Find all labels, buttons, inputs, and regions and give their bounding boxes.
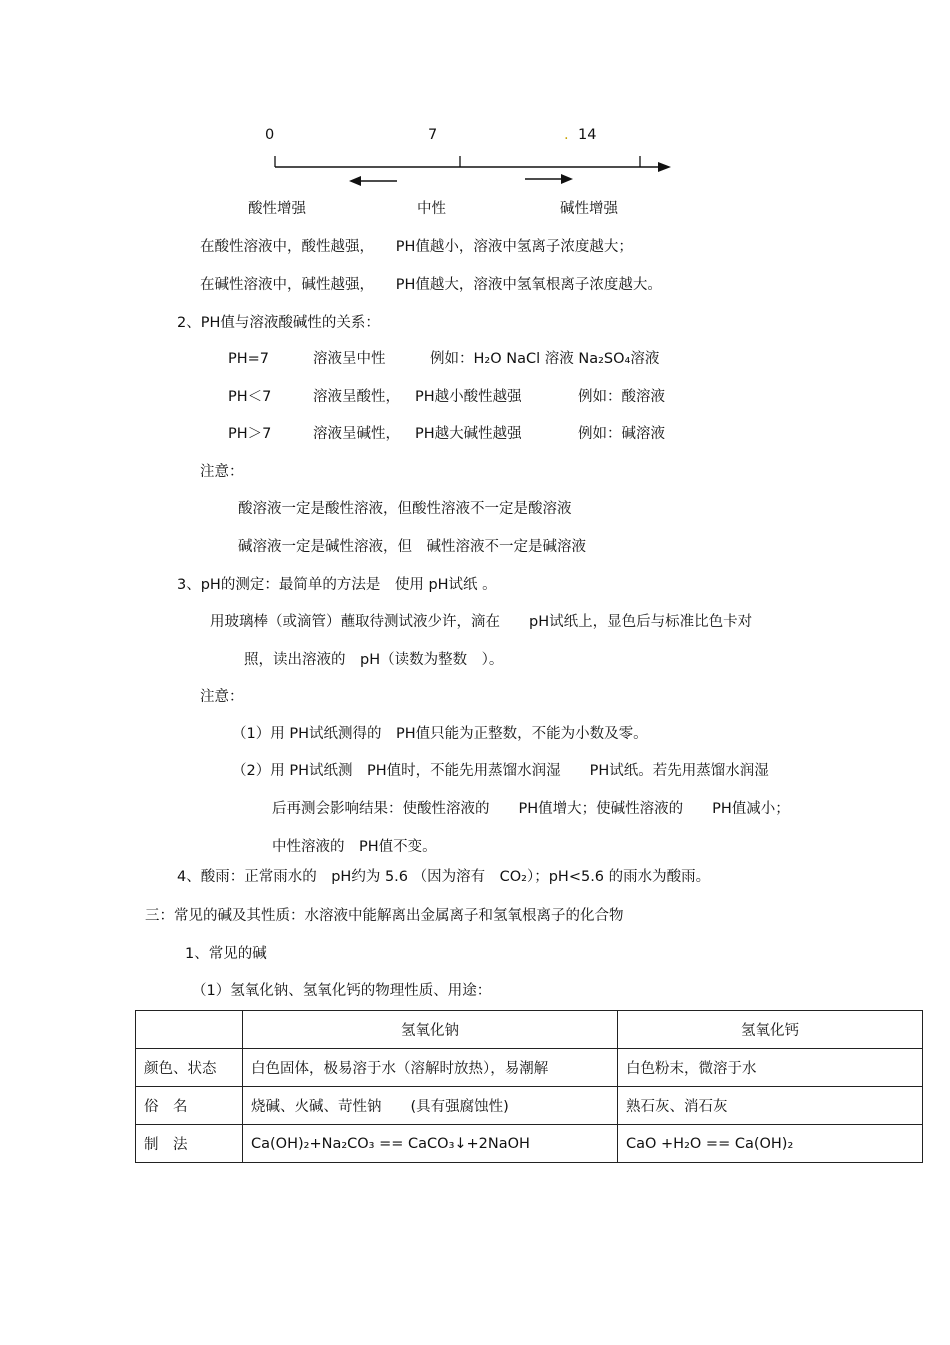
note-label-2: 注意： — [200, 689, 244, 705]
note-point-1: （1）用 PH试纸测得的 PH值只能为正整数，不能为小数及零。 — [232, 726, 648, 742]
section-3-title: 3、pH的测定：最简单的方法是 使用 pH试纸 。 — [177, 577, 497, 593]
table-cell: 烧碱、火碱、苛性钠 (具有强腐蚀性) — [243, 1087, 618, 1125]
table-header-cell: 氢氧化钙 — [618, 1011, 923, 1049]
note-point-2c: 中性溶液的 PH值不变。 — [272, 839, 437, 855]
table-cell: 颜色、状态 — [136, 1049, 243, 1087]
table-cell: 熟石灰、消石灰 — [618, 1087, 923, 1125]
ph7-example: 例如：H₂O NaCl 溶液 Na₂SO₄溶液 — [430, 351, 660, 367]
note-point-2b: 后再测会影响结果：使酸性溶液的 PH值增大；使碱性溶液的 PH值减小； — [272, 801, 790, 817]
section-three-title: 三：常见的碱及其性质：水溶液中能解离出金属离子和氢氧根离子的化合物 — [145, 908, 624, 924]
ph-gt7-rule: PH越大碱性越强 — [415, 426, 522, 442]
scale-dot: . — [564, 127, 569, 143]
scale-label-14: 14 — [578, 127, 597, 143]
table-row — [136, 1125, 923, 1163]
ph-gt7-desc: 溶液呈碱性， — [313, 426, 400, 442]
ph-scale — [255, 120, 685, 200]
ph7-cond: PH=7 — [228, 351, 270, 367]
table-cell: 制 法 — [136, 1125, 243, 1163]
note-label-1: 注意： — [200, 464, 244, 480]
table-row — [136, 1049, 923, 1087]
neutral-label: 中性 — [417, 201, 446, 217]
common-bases-title: 1、常见的碱 — [185, 946, 267, 962]
table-cell: 俗 名 — [136, 1087, 243, 1125]
base-properties-table — [135, 1010, 923, 1163]
scale-label-0: 0 — [265, 127, 275, 143]
table-cell: 白色粉末，微溶于水 — [618, 1049, 923, 1087]
note-point-2: （2）用 PH试纸测 PH值时，不能先用蒸馏水润湿 PH试纸。若先用蒸馏水润湿 — [232, 763, 769, 779]
table-header-cell — [136, 1011, 243, 1049]
table-row — [136, 1087, 923, 1125]
acid-rain-line: 4、酸雨：正常雨水的 pH约为 5.6 （因为溶有 CO₂）；pH<5.6 的雨水为酸雨。 — [177, 869, 711, 885]
section-2-title: 2、PH值与溶液酸碱性的关系： — [177, 315, 380, 331]
ph-gt7-cond: PH＞7 — [228, 426, 272, 442]
naoh-caoh-title: （1）氢氧化钠、氢氧化钙的物理性质、用途： — [192, 983, 492, 999]
base-stronger-label: 碱性增强 — [560, 201, 618, 217]
table-cell: CaO +H₂O == Ca(OH)₂ — [618, 1125, 923, 1163]
ph-gt7-example: 例如：碱溶液 — [578, 426, 665, 442]
ph7-desc: 溶液呈中性 — [313, 351, 386, 367]
scale-label-7: 7 — [428, 127, 438, 143]
ph-lt7-example: 例如：酸溶液 — [578, 389, 665, 405]
table-cell: Ca(OH)₂+Na₂CO₃ == CaCO₃↓+2NaOH — [243, 1125, 618, 1163]
ph-lt7-cond: PH＜7 — [228, 389, 272, 405]
method-line-1: 用玻璃棒（或滴管）蘸取待测试液少许，滴在 pH试纸上，显色后与标准比色卡对 — [210, 614, 753, 630]
method-line-2: 照，读出溶液的 pH（读数为整数 ）。 — [244, 652, 504, 668]
acid-line: 在酸性溶液中，酸性越强， PH值越小，溶液中氢离子浓度越大； — [200, 239, 633, 255]
table-header-cell: 氢氧化钠 — [243, 1011, 618, 1049]
table-cell: 白色固体，极易溶于水（溶解时放热），易潮解 — [243, 1049, 618, 1087]
table-header-row — [136, 1011, 923, 1049]
acid-stronger-label: 酸性增强 — [248, 201, 306, 217]
base-line: 在碱性溶液中，碱性越强， PH值越大，溶液中氢氧根离子浓度越大。 — [200, 277, 662, 293]
ph-lt7-rule: PH越小酸性越强 — [415, 389, 522, 405]
note-base: 碱溶液一定是碱性溶液，但 碱性溶液不一定是碱溶液 — [238, 539, 586, 555]
note-acid: 酸溶液一定是酸性溶液，但酸性溶液不一定是酸溶液 — [238, 501, 572, 517]
ph-lt7-desc: 溶液呈酸性， — [313, 389, 400, 405]
